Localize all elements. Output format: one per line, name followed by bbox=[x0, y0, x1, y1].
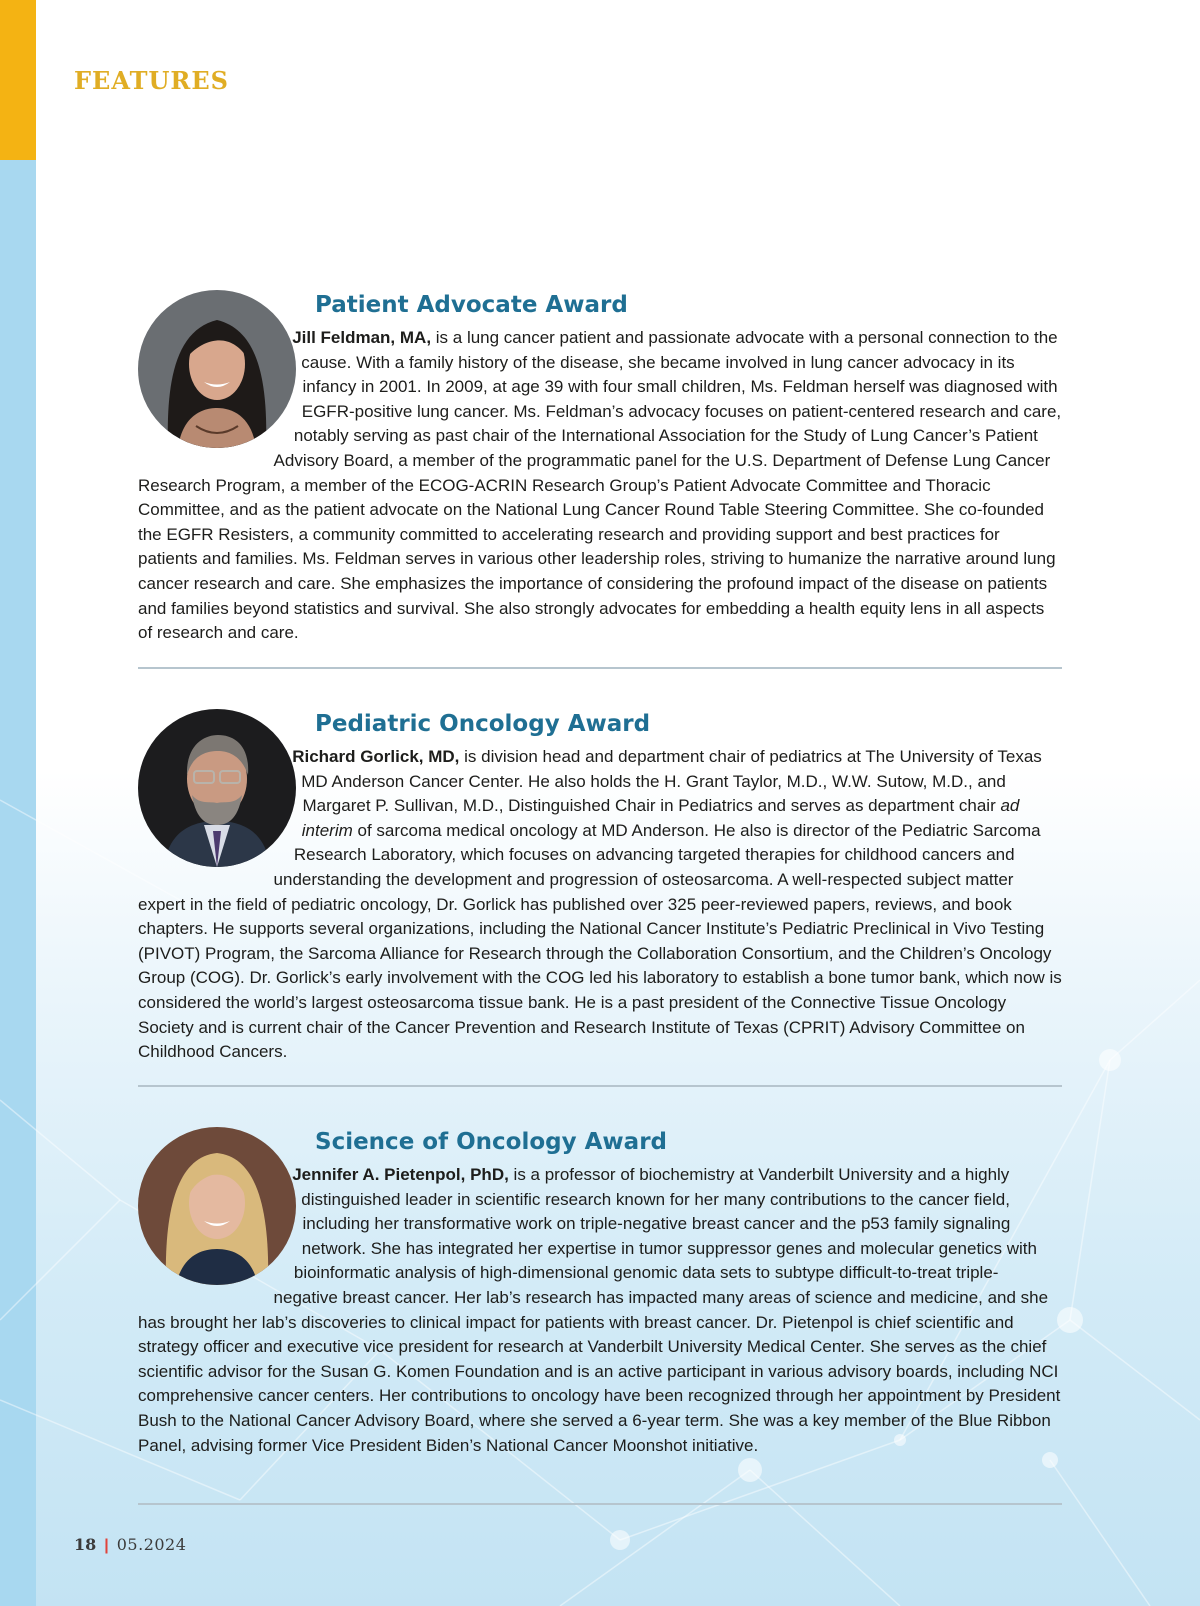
award-bio bbox=[138, 326, 1062, 646]
section-divider bbox=[138, 667, 1062, 669]
page-footer bbox=[74, 1535, 186, 1555]
section-label: FEATURES bbox=[74, 66, 229, 95]
awardee-name: Jill Feldman, MA, bbox=[292, 328, 432, 347]
award-bio bbox=[138, 745, 1062, 1065]
award-title: Science of Oncology Award bbox=[315, 1129, 667, 1155]
portrait-photo bbox=[138, 709, 296, 867]
award-block-pediatric-oncology bbox=[138, 709, 1062, 1065]
award-block-science-of-oncology bbox=[138, 1127, 1062, 1458]
award-title: Pediatric Oncology Award bbox=[315, 711, 651, 737]
section-divider bbox=[138, 1085, 1062, 1087]
page-number: 18 bbox=[74, 1535, 97, 1554]
awardee-name: Jennifer A. Pietenpol, PhD, bbox=[292, 1165, 509, 1184]
award-bio bbox=[138, 1163, 1062, 1458]
award-title: Patient Advocate Award bbox=[315, 292, 628, 318]
award-block-patient-advocate bbox=[138, 290, 1062, 646]
awardee-bio-text-part-2: of sarcoma medical oncology at MD Anderson. He also is director of the Pediatric Sarcoma Research Laboratory, which focuses on advancing targeted therapies for childhood cancers and understanding the development and progression of osteosarcoma. A well-respected subject matter expert in the field of pediatric oncology, Dr. Gorlick has published over 325 peer-reviewed papers, reviews, and book chapters. He supports several organizations, including the National Cancer Institute’s Pediatric Preclinical in Vivo Testing (PIVOT) Program, the Sarcoma Alliance for Research through the Collaboration Consortium, and the Children’s Oncology Group (COG). Dr. Gorlick’s early involvement with the COG led his laboratory to establish a bone tumor bank, which now is considered the world’s largest osteosarcoma tissue bank. He is a past president of the Connective Tissue Oncology Society and is current chair of the Cancer Prevention and Research Institute of Texas (CPRIT) Advisory Committee on Childhood Cancers. bbox=[138, 820, 1062, 1062]
awardee-bio-text: is a professor of biochemistry at Vanderbilt University and a highly distinguished leader in scientific research known for her many contributions to the cancer field, including her transformative work on triple-negative breast cancer and the p53 family signaling network. She has integrated her expertise in tumor suppressor genes and molecular genetics with bioinformatic analysis of high-dimensional genomic data sets to subtype difficult-to-treat triple-negative breast cancer. Her lab’s research has impacted many areas of science and medicine, and she has brought her lab’s discoveries to clinical impact for patients with breast cancer. Dr. Pietenpol is chief scientific and strategy officer and executive vice president for research at Vanderbilt University Medical Center. She serves as the chief scientific advisor for the Susan G. Komen Foundation and is an active participant in various advisory boards, including NCI comprehensive cancer centers. Her contributions to oncology have been recognized through her appointment by President Bush to the National Cancer Advisory Board, where she served a 6-year term. She was a key member of the Blue Ribbon Panel, advising former Vice President Biden’s National Cancer Moonshot initiative. bbox=[138, 1165, 1061, 1455]
portrait-photo bbox=[138, 1127, 296, 1285]
footer-separator: | bbox=[104, 1537, 109, 1554]
awardee-bio-text-part-1: is division head and department chair of pediatrics at The University of Texas MD Anderson Cancer Center. He also holds the H. Grant Taylor, M.D., W.W. Sutow, M.D., and Margaret P. Sullivan, M.D., Distinguished Chair in Pediatrics and serves as department chair bbox=[301, 747, 1042, 816]
awardee-name: Richard Gorlick, MD, bbox=[292, 747, 460, 766]
awardee-bio-italic: ad interim bbox=[301, 796, 1020, 840]
awardee-bio-text: is a lung cancer patient and passionate advocate with a personal connection to the cause. With a family history of the disease, she became involved in lung cancer advocacy in its infancy in 2001. In 2009, at age 39 with four small children, Ms. Feldman herself was diagnosed with EGFR-positive lung cancer. Ms. Feldman’s advocacy focuses on patient-centered research and care, notably serving as past chair of the International Association for the Study of Lung Cancer’s Patient Advisory Board, a member of the programmatic panel for the U.S. Department of Defense Lung Cancer Research Program, a member of the ECOG-ACRIN Research Group’s Patient Advocate Committee and Thoracic Committee, and as the patient advocate on the National Lung Cancer Round Table Steering Committee. She co-founded the EGFR Resisters, a community committed to accelerating research and providing support and best practices for patients and families. Ms. Feldman serves in various other leadership roles, striving to humanize the narrative around lung cancer research and care. She emphasizes the importance of considering the profound impact of the disease on patients and families beyond statistics and survival. She also strongly advocates for embedding a health equity lens in all aspects of research and care. bbox=[138, 328, 1062, 643]
issue-date: 05.2024 bbox=[116, 1535, 187, 1554]
section-divider bbox=[138, 1503, 1062, 1505]
portrait-photo bbox=[138, 290, 296, 448]
